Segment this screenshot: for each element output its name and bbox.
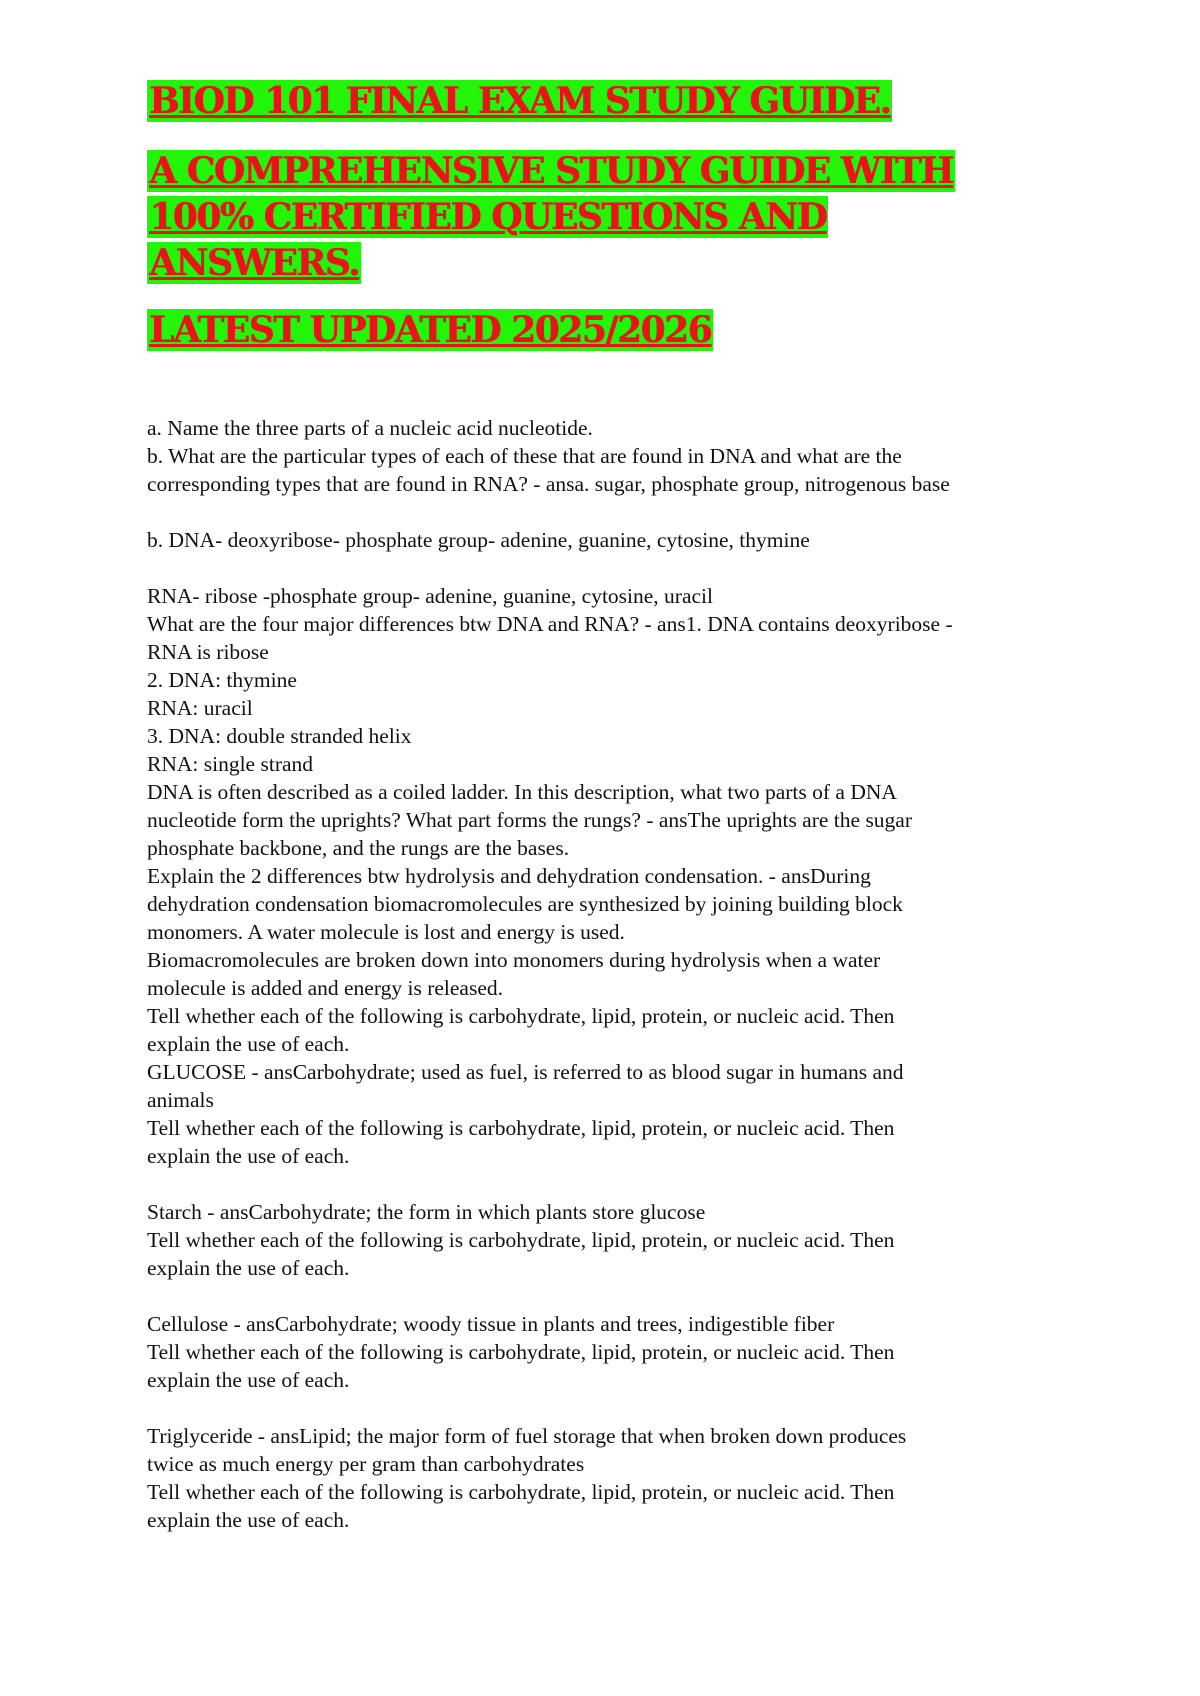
body-line: explain the use of each. <box>147 1368 350 1392</box>
body-line: DNA is often described as a coiled ladder. In this description, what two parts of a DNA <box>147 780 897 804</box>
body-line: RNA- ribose -phosphate group- adenine, guanine, cytosine, uracil <box>147 584 714 608</box>
document-subtitle-line <box>147 148 1007 286</box>
body-line: Tell whether each of the following is carbohydrate, lipid, protein, or nucleic acid. Then <box>147 1340 895 1364</box>
body-line: explain the use of each. <box>147 1256 350 1280</box>
body-line: RNA: single strand <box>147 752 314 776</box>
body-line: 2. DNA: thymine <box>147 668 297 692</box>
body-line: Tell whether each of the following is carbohydrate, lipid, protein, or nucleic acid. Then <box>147 1004 895 1028</box>
body-line: Starch - ansCarbohydrate; the form in which plants store glucose <box>147 1200 706 1224</box>
body-line: Tell whether each of the following is carbohydrate, lipid, protein, or nucleic acid. Then <box>147 1116 895 1140</box>
body-line <box>147 1394 1087 1422</box>
body-line: RNA is ribose <box>147 640 269 664</box>
body-line <box>147 554 1087 582</box>
document-title-line <box>147 78 1047 124</box>
document-body <box>147 414 1087 1534</box>
document-title: BIOD 101 FINAL EXAM STUDY GUIDE. <box>149 80 891 122</box>
body-line: Explain the 2 differences btw hydrolysis and dehydration condensation. - ansDuring <box>147 864 871 888</box>
body-line: Triglyceride - ansLipid; the major form of fuel storage that when broken down produces <box>147 1424 907 1448</box>
body-line: b. What are the particular types of each of these that are found in DNA and what are the <box>147 444 902 468</box>
body-line: phosphate backbone, and the rungs are the bases. <box>147 836 570 860</box>
body-line: Biomacromolecules are broken down into monomers during hydrolysis when a water <box>147 948 881 972</box>
body-line <box>147 1282 1087 1310</box>
body-line: molecule is added and energy is released. <box>147 976 504 1000</box>
body-line: nucleotide form the uprights? What part forms the rungs? - ansThe uprights are the sugar <box>147 808 913 832</box>
document-subtitle: A COMPREHENSIVE STUDY GUIDE WITH 100% CERTIFIED QUESTIONS AND ANSWERS. <box>149 150 953 284</box>
body-line: b. DNA- deoxyribose- phosphate group- adenine, guanine, cytosine, thymine <box>147 528 810 552</box>
body-line <box>147 1170 1087 1198</box>
body-line: a. Name the three parts of a nucleic acid nucleotide. <box>147 416 593 440</box>
body-line: Cellulose - ansCarbohydrate; woody tissue in plants and trees, indigestible fiber <box>147 1312 835 1336</box>
body-line: monomers. A water molecule is lost and energy is used. <box>147 920 625 944</box>
body-line: What are the four major differences btw DNA and RNA? - ans1. DNA contains deoxyribose - <box>147 612 953 636</box>
body-line: explain the use of each. <box>147 1508 350 1532</box>
body-line: animals <box>147 1088 214 1112</box>
document-updated-line <box>147 307 1047 353</box>
body-line <box>147 498 1087 526</box>
body-line: 3. DNA: double stranded helix <box>147 724 412 748</box>
document-title-block <box>147 78 1047 124</box>
body-line: GLUCOSE - ansCarbohydrate; used as fuel, is referred to as blood sugar in humans and <box>147 1060 904 1084</box>
body-line: explain the use of each. <box>147 1144 350 1168</box>
document-updated-label: LATEST UPDATED 2025/2026 <box>149 309 711 351</box>
body-line: Tell whether each of the following is carbohydrate, lipid, protein, or nucleic acid. Then <box>147 1228 895 1252</box>
body-line: explain the use of each. <box>147 1032 350 1056</box>
body-line: corresponding types that are found in RNA? - ansa. sugar, phosphate group, nitrogenous base <box>147 472 950 496</box>
document-subtitle-block <box>147 148 1007 286</box>
body-line: twice as much energy per gram than carbohydrates <box>147 1452 585 1476</box>
body-line: RNA: uracil <box>147 696 253 720</box>
body-line: Tell whether each of the following is carbohydrate, lipid, protein, or nucleic acid. Then <box>147 1480 895 1504</box>
body-line: dehydration condensation biomacromolecules are synthesized by joining building block <box>147 892 903 916</box>
document-updated-block <box>147 307 1047 353</box>
